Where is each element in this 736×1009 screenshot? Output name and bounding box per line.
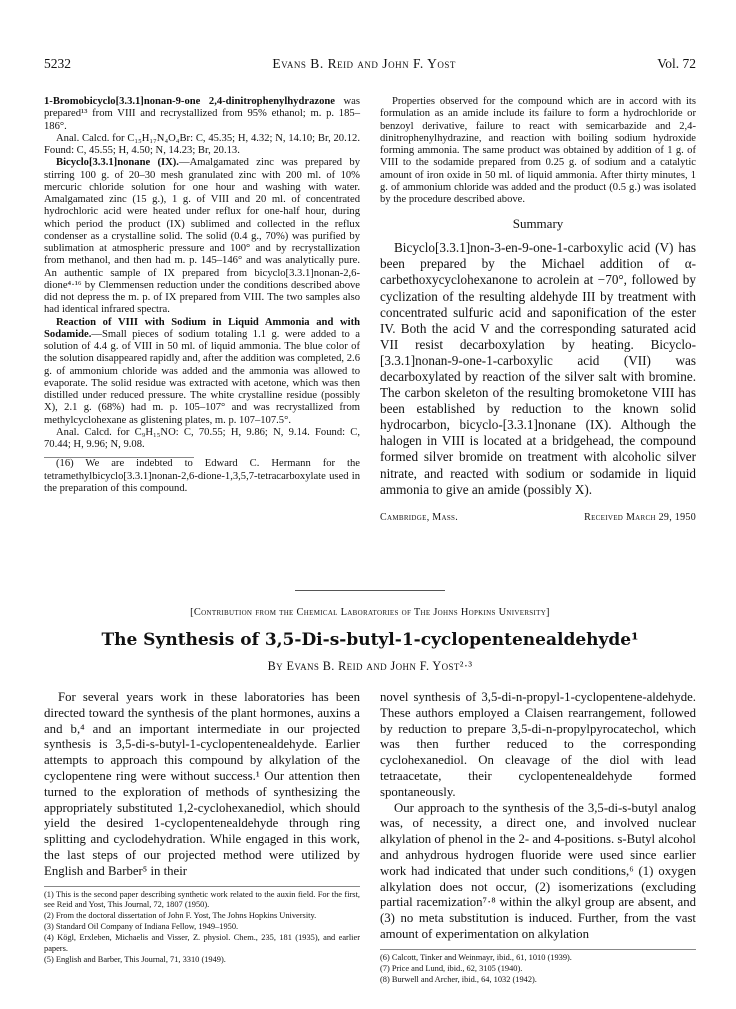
- experimental-paragraph: [44, 317, 360, 427]
- footnote: (6) Calcott, Tinker and Weinmayr, ibid., 61, 1010 (1939).: [380, 952, 572, 962]
- body-right-column: [380, 690, 696, 985]
- summary-text: Bicyclo[3.3.1]non-3-en-9-one-1-carboxylic acid (V) has been prepared by the Michael addition of α-carbethoxycyclohexanone to acrolein at −70°, followed by cyclization of the resulting aldehyde III by treatment with concentrated sulfuric acid and saponification of the ester IV. Both the acid V and the corresponding saturated acid VII resist decarboxylation by heating. Bicyclo-[3.3.1]nonan-9-one-1-carboxylic acid (VII) was decarboxylated by reaction of the silver salt with bromine. The carbon skeleton of the resulting bromoketone VIII has been established by reduction to the known solid hydrocarbon, bicyclo-[3.3.1]nonane (IX). Although the halogen in VIII is located at a bridgehead, the compound formed silver bromide on treatment with alcoholic silver nitrate, and reacted with sodium or sodamide in liquid ammonia to give an amide (possibly X).: [380, 240, 696, 497]
- body-paragraph: novel synthesis of 3,5-di-n-propyl-1-cyclopentene-aldehyde. These authors employed a Claisen rearrangement, followed by reduction to prepare 3,5-di-n-propylpyrocatechol, which was then further reduced to the corresponding cyclohexanediol. On cleavage of the diol with lead tetraacetate, their cyclopentenealdehyde formed spontaneously.: [380, 690, 696, 799]
- paragraph-heading: Reaction of VIII with Sodium in Liquid Ammonia and with Sodamide.: [44, 316, 360, 340]
- paragraph-text: Anal. Calcd. for C₁₅H₁₇N₄O₄Br: C, 45.35; H, 4.32; N, 14.10; Br, 20.12. Found: C, 45.55; H, 4.50; N, 14.23; Br, 20.13.: [44, 132, 360, 156]
- running-title: Evans B. Reid and John F. Yost: [272, 56, 456, 71]
- running-header: [44, 56, 696, 78]
- received-date: Received March 29, 1950: [584, 511, 696, 523]
- paragraph-text: —Amalgamated zinc was prepared by stirring 100 g. of 20–30 mesh granulated zinc with 200 ml. of 10% mercuric chloride solution for one hour and washing with water. Amalgamated zinc (15 g.), 1 g. of VIII and 20 ml. of concentrated hydrochloric acid were heated under reflux for one-half hour, during which period the product (IX) sublimed and collected in the reflux condenser as a crystalline solid. The solid (0.4 g., 70%) was purified by sublimation at atmospheric pressure and 100° and by recrystallization from methanol, and then had m. p. 145–146° and was analytically pure. An authentic sample of IX prepared from bicyclo[3.3.1]nonan-2,6-dione⁴·¹⁶ by Clemmensen reduction under the conditions described above did not depress the m. p. of IX prepared from VIII. The two samples also had identical infrared spectra.: [44, 157, 361, 316]
- body-paragraph: Our approach to the synthesis of the 3,5-di-s-butyl analog was, of necessity, a direct one, and involved nuclear alkylation of phenol in the 2- and 4-positions. s-Butyl alcohol and anhydrous hydrogen fluoride were used since earlier work had indicated that under such conditions,⁶ (1) oxygen alkylation does not occur, (2) isomerizations (excluding partial racemization⁷·⁸ within the alkyl group are absent, and (3) no meta substitution is induced. Further, from the vast amount of experimentation on alkylation: [380, 800, 696, 941]
- article-title: The Synthesis of 3,5-Di-s-butyl-1-cyclopentenealdehyde¹: [101, 630, 639, 650]
- top-right-column: [380, 96, 696, 564]
- paragraph-heading: 1-Bromobicyclo[3.3.1]nonan-9-one 2,4-dinitrophenylhydrazone: [44, 96, 335, 107]
- paragraph-heading: Bicyclo[3.3.1]nonane (IX).: [56, 157, 179, 169]
- body-left-column: [44, 690, 360, 985]
- body-paragraph: For several years work in these laboratories has been directed toward the synthesis of the plant hormones, auxins a and b,⁴ and an important intermediate in our projected synthesis is 3,5-di-s-butyl-1-cyclopentenealdehyde. Earlier attempts to approach this compound by alkylation of the cyclopentene ring were without success.¹ Our attention then turned to the exploration of methods of synthesizing the appropriately substituted 1,2-cyclohexanediol, which should yield the desired 1-cyclopentenealdehyde through ring splitting and cyclodehydration. While engaged in this work, the last steps of our projected method were utilized by English and Barber⁵ in their: [44, 690, 360, 878]
- footnotes-left: [44, 886, 360, 965]
- experimental-paragraph: [44, 157, 360, 316]
- footnote: (3) Standard Oil Company of Indiana Fellow, 1949–1950.: [44, 922, 239, 932]
- footnotes-right: [380, 949, 696, 986]
- analysis-paragraph: [44, 133, 360, 158]
- footnote: (4) Kögl, Erxleben, Michaelis and Visser, Z. physiol. Chem., 235, 181 (1935), and earlier papers.: [44, 933, 360, 953]
- experimental-paragraph: Properties observed for the compound which are in accord with its formulation as an amide include its failure to form a hydrochloride or benzoyl derivative, failure to react with semicarbazide and 2,4-dinitrophenylhydrazine, and reaction with boiling sodium hydroxide forming ammonia. The same product was obtained by addition of 1 g. of VIII to the sodamide prepared from 0.25 g. of sodium and a catalytic amount of iron oxide in 50 ml. of liquid ammonia. After thirty minutes, 1 g. of ammonium chloride was added and the product (0.5 g.) was isolated by the procedure described above.: [380, 96, 696, 205]
- top-left-column: [44, 96, 360, 564]
- analysis-paragraph: [44, 427, 360, 452]
- footnote: (5) English and Barber, This Journal, 71, 3310 (1949).: [44, 954, 226, 964]
- paragraph-text: —Small pieces of sodium totaling 1.1 g. were added to a solution of 4.4 g. of VIII in 50 ml. of liquid ammonia. The blue color of the solution disappeared rapidly and, after the addition was completed, 2.6 g. of ammonium chloride was added and the ammonia was allowed to evaporate. The solid residue was extracted with acetone, which was then distilled under reduced pressure. The white crystalline residue (possibly X), 2.1 g. (68%) had m. p. 105–107° and was recrystallized from methylcyclohexane as glistening plates, m. p. 107–107.5°.: [44, 328, 360, 426]
- volume-label: Vol. 72: [657, 56, 696, 71]
- paragraph-text: was prepared¹³ from VIII and recrystallized from 95% ethanol; m. p. 185–186°.: [44, 96, 360, 132]
- footnote: (2) From the doctoral dissertation of John F. Yost, The Johns Hopkins University.: [44, 910, 317, 920]
- contribution-line: [Contribution from the Chemical Laboratories of The Johns Hopkins University]: [190, 607, 550, 618]
- journal-page: [44, 56, 696, 985]
- summary-heading: Summary: [512, 216, 564, 232]
- paragraph-text: Anal. Calcd. for C₉H₁₅NO: C, 70.55; H, 9.86; N, 9.14. Found: C, 70.44; H, 9.96; N, 9.08.: [44, 426, 360, 450]
- previous-article-continuation: [44, 96, 696, 564]
- affiliation-line: [380, 512, 696, 523]
- byline: By Evans B. Reid and John F. Yost²·³: [267, 659, 473, 673]
- article-body: [44, 690, 696, 985]
- page-number: 5232: [44, 56, 71, 71]
- footnote: (16) We are indebted to Edward C. Hermann for the tetramethylbicyclo[3.3.1]nonan-2,6-dione-1,3,5,7-tetracarboxylate used in the preparation of this compound.: [44, 458, 360, 494]
- footnote: (7) Price and Lund, ibid., 62, 3105 (1940).: [380, 963, 523, 973]
- footnote: (8) Burwell and Archer, ibid., 64, 1032 (1942).: [380, 975, 537, 985]
- article-divider: [295, 590, 445, 591]
- footnote: (1) This is the second paper describing synthetic work related to the auxin field. For the first, see Reid and Yost, This Journal, 72, 1807 (1950).: [44, 889, 360, 909]
- location: Cambridge, Mass.: [380, 511, 459, 523]
- experimental-paragraph: [44, 96, 360, 133]
